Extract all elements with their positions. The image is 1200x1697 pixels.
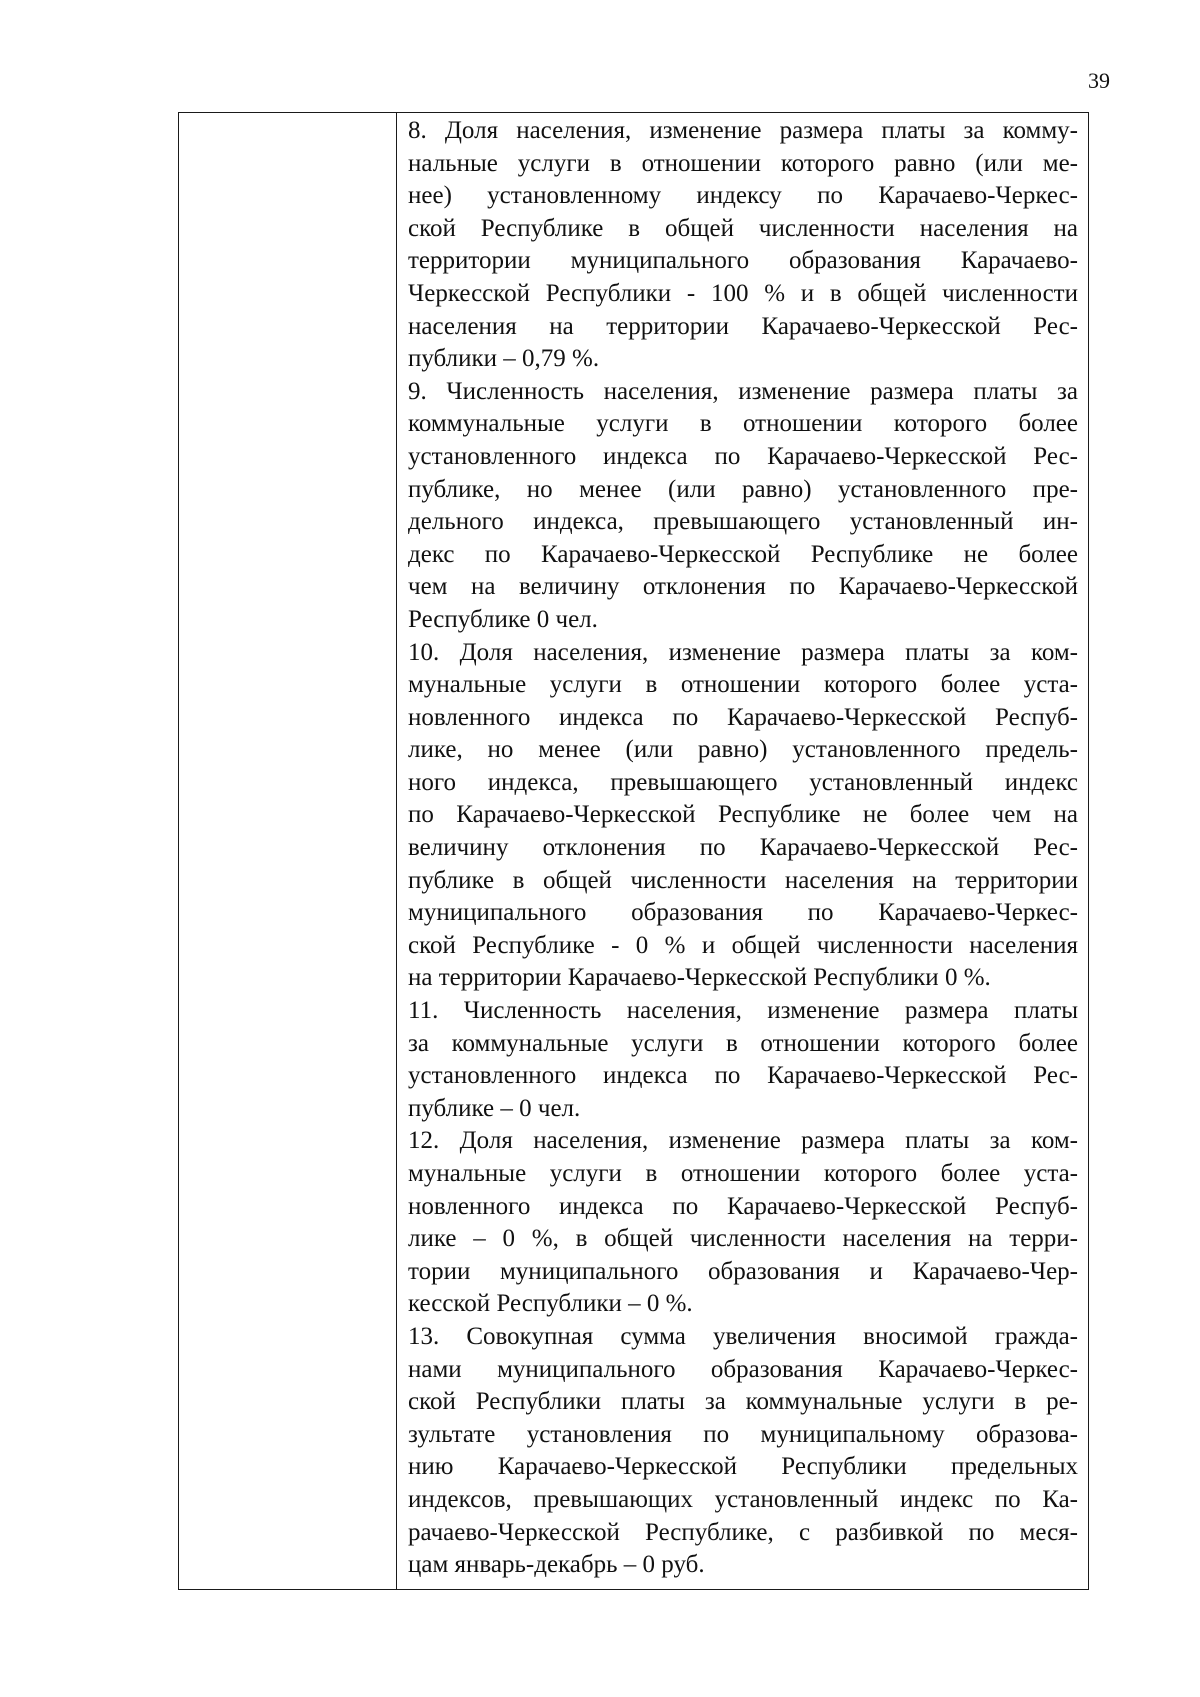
text-line: дельного индекса, превышающего установленный ин- bbox=[408, 508, 1078, 536]
text-line: 11. Численность населения, изменение размера платы bbox=[408, 997, 1078, 1025]
text-line: установленного индекса по Карачаево-Черкесской Рес- bbox=[408, 442, 1078, 470]
text-line: публике – 0 чел. bbox=[408, 1094, 581, 1122]
text-line: населения на территории Карачаево-Черкесской Рес- bbox=[408, 312, 1078, 340]
text-line: величину отклонения по Карачаево-Черкесской Рес- bbox=[408, 834, 1078, 862]
document-table bbox=[178, 112, 1089, 1590]
page-number: 39 bbox=[1088, 68, 1110, 93]
text-line: цам январь-декабрь – 0 руб. bbox=[408, 1551, 705, 1579]
text-line: лике – 0 %, в общей численности населения на терри- bbox=[408, 1225, 1078, 1253]
text-line: нию Карачаево-Черкесской Республики предельных bbox=[408, 1453, 1078, 1481]
list-item-8 bbox=[408, 113, 1078, 376]
text-line: ного индекса, превышающего установленный индекс bbox=[408, 768, 1078, 796]
text-line: на территории Карачаево-Черкесской Республики 0 %. bbox=[408, 964, 991, 992]
text-line: 8. Доля населения, изменение размера платы за комму- bbox=[408, 117, 1078, 144]
text-line: по Карачаево-Черкесской Республике не более чем на bbox=[408, 801, 1078, 829]
text-line: лике, но менее (или равно) установленного предель- bbox=[408, 736, 1078, 764]
list-item-12 bbox=[408, 1125, 1078, 1321]
text-line: тории муниципального образования и Карачаево-Чер- bbox=[408, 1257, 1078, 1285]
text-line: ской Республики платы за коммунальные услуги в ре- bbox=[408, 1388, 1078, 1416]
text-line: Республике 0 чел. bbox=[408, 605, 598, 633]
text-line: публике в общей численности населения на территории bbox=[408, 866, 1078, 894]
text-line: рачаево-Черкесской Республике, с разбивкой по меся- bbox=[408, 1518, 1078, 1546]
text-line: кесской Республики – 0 %. bbox=[408, 1290, 693, 1318]
list-item-9 bbox=[408, 376, 1078, 637]
text-line: новленного индекса по Карачаево-Черкесской Респуб- bbox=[408, 703, 1078, 731]
text-line: ской Республике в общей численности населения на bbox=[408, 214, 1078, 242]
text-line: мунальные услуги в отношении которого более уста- bbox=[408, 671, 1078, 699]
text-line: коммунальные услуги в отношении которого более bbox=[408, 410, 1078, 438]
text-line: публике, но менее (или равно) установленного пре- bbox=[408, 475, 1078, 503]
text-line: установленного индекса по Карачаево-Черкесской Рес- bbox=[408, 1062, 1078, 1090]
text-line: нее) установленному индексу по Карачаево-Черкес- bbox=[408, 182, 1078, 210]
text-line: территории муниципального образования Карачаево- bbox=[408, 247, 1078, 275]
text-line: 13. Совокупная сумма увеличения вносимой гражда- bbox=[408, 1322, 1078, 1350]
text-line: индексов, превышающих установленный индекс по Ка- bbox=[408, 1485, 1078, 1513]
table-left-cell bbox=[179, 113, 397, 1589]
text-line: декс по Карачаево-Черкесской Республике не более bbox=[408, 540, 1078, 568]
text-line: чем на величину отклонения по Карачаево-Черкесской bbox=[408, 573, 1078, 601]
list-item-11 bbox=[408, 995, 1078, 1125]
text-line: мунальные услуги в отношении которого более уста- bbox=[408, 1160, 1078, 1187]
text-line: публики – 0,79 %. bbox=[408, 345, 600, 373]
text-line: нальные услуги в отношении которого равно (или ме- bbox=[408, 149, 1078, 177]
text-line: за коммунальные услуги в отношении которого более bbox=[408, 1029, 1078, 1057]
text-line: муниципального образования по Карачаево-Черкес- bbox=[408, 899, 1078, 927]
text-line: 12. Доля населения, изменение размера платы за ком- bbox=[408, 1127, 1078, 1155]
text-line: зультате установления по муниципальному образова- bbox=[408, 1420, 1078, 1448]
text-line: Черкесской Республики - 100 % и в общей численности bbox=[408, 279, 1078, 307]
text-line: 9. Численность населения, изменение размера платы за bbox=[408, 377, 1078, 405]
text-line: 10. Доля населения, изменение размера платы за ком- bbox=[408, 638, 1078, 666]
text-line: новленного индекса по Карачаево-Черкесской Респуб- bbox=[408, 1192, 1078, 1220]
list-item-13 bbox=[408, 1321, 1078, 1582]
list-item-10 bbox=[408, 637, 1078, 996]
text-line: ской Республике - 0 % и общей численности населения bbox=[408, 931, 1078, 959]
table-right-cell bbox=[397, 113, 1088, 1589]
text-line: нами муниципального образования Карачаево-Черкес- bbox=[408, 1355, 1078, 1383]
